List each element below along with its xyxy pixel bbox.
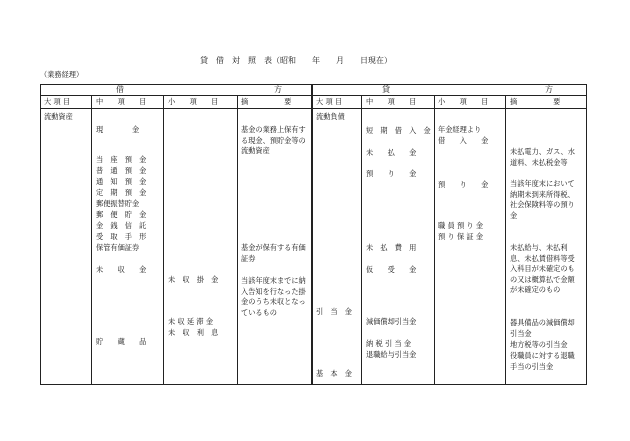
debit-item: 当 座 預 金 bbox=[96, 155, 147, 164]
debit-item: 保管有価証券 bbox=[96, 243, 140, 252]
debit-item: 郵 便 貯 金 bbox=[96, 210, 147, 219]
header-credit: 貸 bbox=[382, 85, 390, 94]
credit-minor-item: 年金経理より bbox=[438, 125, 482, 134]
header-major-credit: 大 項 目 bbox=[316, 97, 343, 106]
credit-item: 納 税 引 当 金 bbox=[366, 339, 412, 348]
debit-item: 通 知 預 金 bbox=[96, 177, 147, 186]
credit-summary: 未払電力、ガス、水道料、未払税金等 bbox=[510, 147, 575, 167]
credit-major: 流動負債 bbox=[316, 112, 345, 121]
header-credit-side: 方 bbox=[545, 85, 553, 94]
debit-item: 未 収 金 bbox=[96, 265, 147, 274]
col-line bbox=[237, 95, 238, 385]
header-middle-credit: 中 項 目 bbox=[366, 97, 417, 106]
header-major-debit: 大 項 目 bbox=[44, 97, 71, 106]
debit-minor-item: 未 収 掛 金 bbox=[168, 275, 219, 284]
debit-item: 受 取 手 形 bbox=[96, 232, 147, 241]
header-debit-side: 方 bbox=[274, 85, 282, 94]
table-left-border bbox=[40, 84, 41, 385]
credit-item: 未 払 費 用 bbox=[366, 243, 417, 252]
col-line bbox=[91, 95, 92, 385]
header-minor-credit: 小 項 目 bbox=[438, 97, 489, 106]
debit-item: 定 期 預 金 bbox=[96, 188, 147, 197]
credit-minor-item: 借 入 金 bbox=[438, 136, 489, 145]
debit-item: 郵便振替貯金 bbox=[96, 199, 140, 208]
credit-item: 短 期 借 入 金 bbox=[366, 126, 431, 135]
debit-summary: 当該年度末までに納入告知を行なった掛金のうち未収となっているもの bbox=[241, 276, 306, 317]
credit-item: 未 払 金 bbox=[366, 148, 417, 157]
header-summary-debit: 摘 要 bbox=[241, 97, 292, 106]
credit-item: 預 り 金 bbox=[366, 169, 417, 178]
page-subtitle: （業務経理） bbox=[40, 70, 84, 79]
header-middle-debit: 中 項 目 bbox=[96, 97, 147, 106]
credit-minor-item: 預 り 保 証 金 bbox=[438, 232, 484, 241]
credit-summary: 役職員に対する退職手当の引当金 bbox=[510, 351, 575, 371]
debit-item: 貯 蔵 品 bbox=[96, 337, 147, 346]
credit-summary: 器具備品の減価償却引当金 bbox=[510, 318, 575, 338]
col-line bbox=[361, 95, 362, 385]
page-title: 貸 借 対 照 表（昭和 年 月 日現在） bbox=[200, 56, 392, 65]
credit-summary: 当該年度末において納期未到来所得税、社会保険料等の預り金 bbox=[510, 179, 575, 220]
credit-summary: 未払給与、未払利息、未払賃借料等受入科目が未確定のもの又は概算払で金額が未確定のもの bbox=[510, 243, 575, 294]
header-summary-credit: 摘 要 bbox=[510, 97, 561, 106]
debit-item: 現 金 bbox=[96, 125, 140, 134]
credit-major: 引 当 金 bbox=[316, 307, 352, 316]
debit-credit-divider bbox=[311, 84, 313, 385]
credit-item: 退職給与引当金 bbox=[366, 350, 417, 359]
credit-item: 減価償却引当金 bbox=[366, 317, 417, 326]
header-debit: 借 bbox=[116, 85, 124, 94]
credit-major: 基 本 金 bbox=[316, 369, 352, 378]
table-right-border bbox=[586, 84, 587, 385]
debit-minor-item: 未 収 利 息 bbox=[168, 328, 219, 337]
debit-summary: 基金の業務上保有する現金、預貯金等の流動資産 bbox=[241, 125, 306, 155]
header-minor-debit: 小 項 目 bbox=[168, 97, 219, 106]
debit-item: 金 銭 信 託 bbox=[96, 221, 147, 230]
debit-summary: 基金が保有する有価証券 bbox=[241, 243, 306, 263]
debit-major-current-assets: 流動資産 bbox=[44, 112, 73, 121]
credit-minor-item: 職 員 預 り 金 bbox=[438, 221, 484, 230]
credit-summary: 地方税等の引当金 bbox=[510, 340, 568, 349]
debit-minor-item: 未 収 延 滞 金 bbox=[168, 317, 214, 326]
col-line bbox=[505, 95, 506, 385]
col-line bbox=[434, 95, 435, 385]
debit-item: 普 通 預 金 bbox=[96, 166, 147, 175]
credit-item: 仮 受 金 bbox=[366, 265, 417, 274]
col-line bbox=[163, 95, 164, 385]
credit-minor-item: 預 り 金 bbox=[438, 180, 489, 189]
